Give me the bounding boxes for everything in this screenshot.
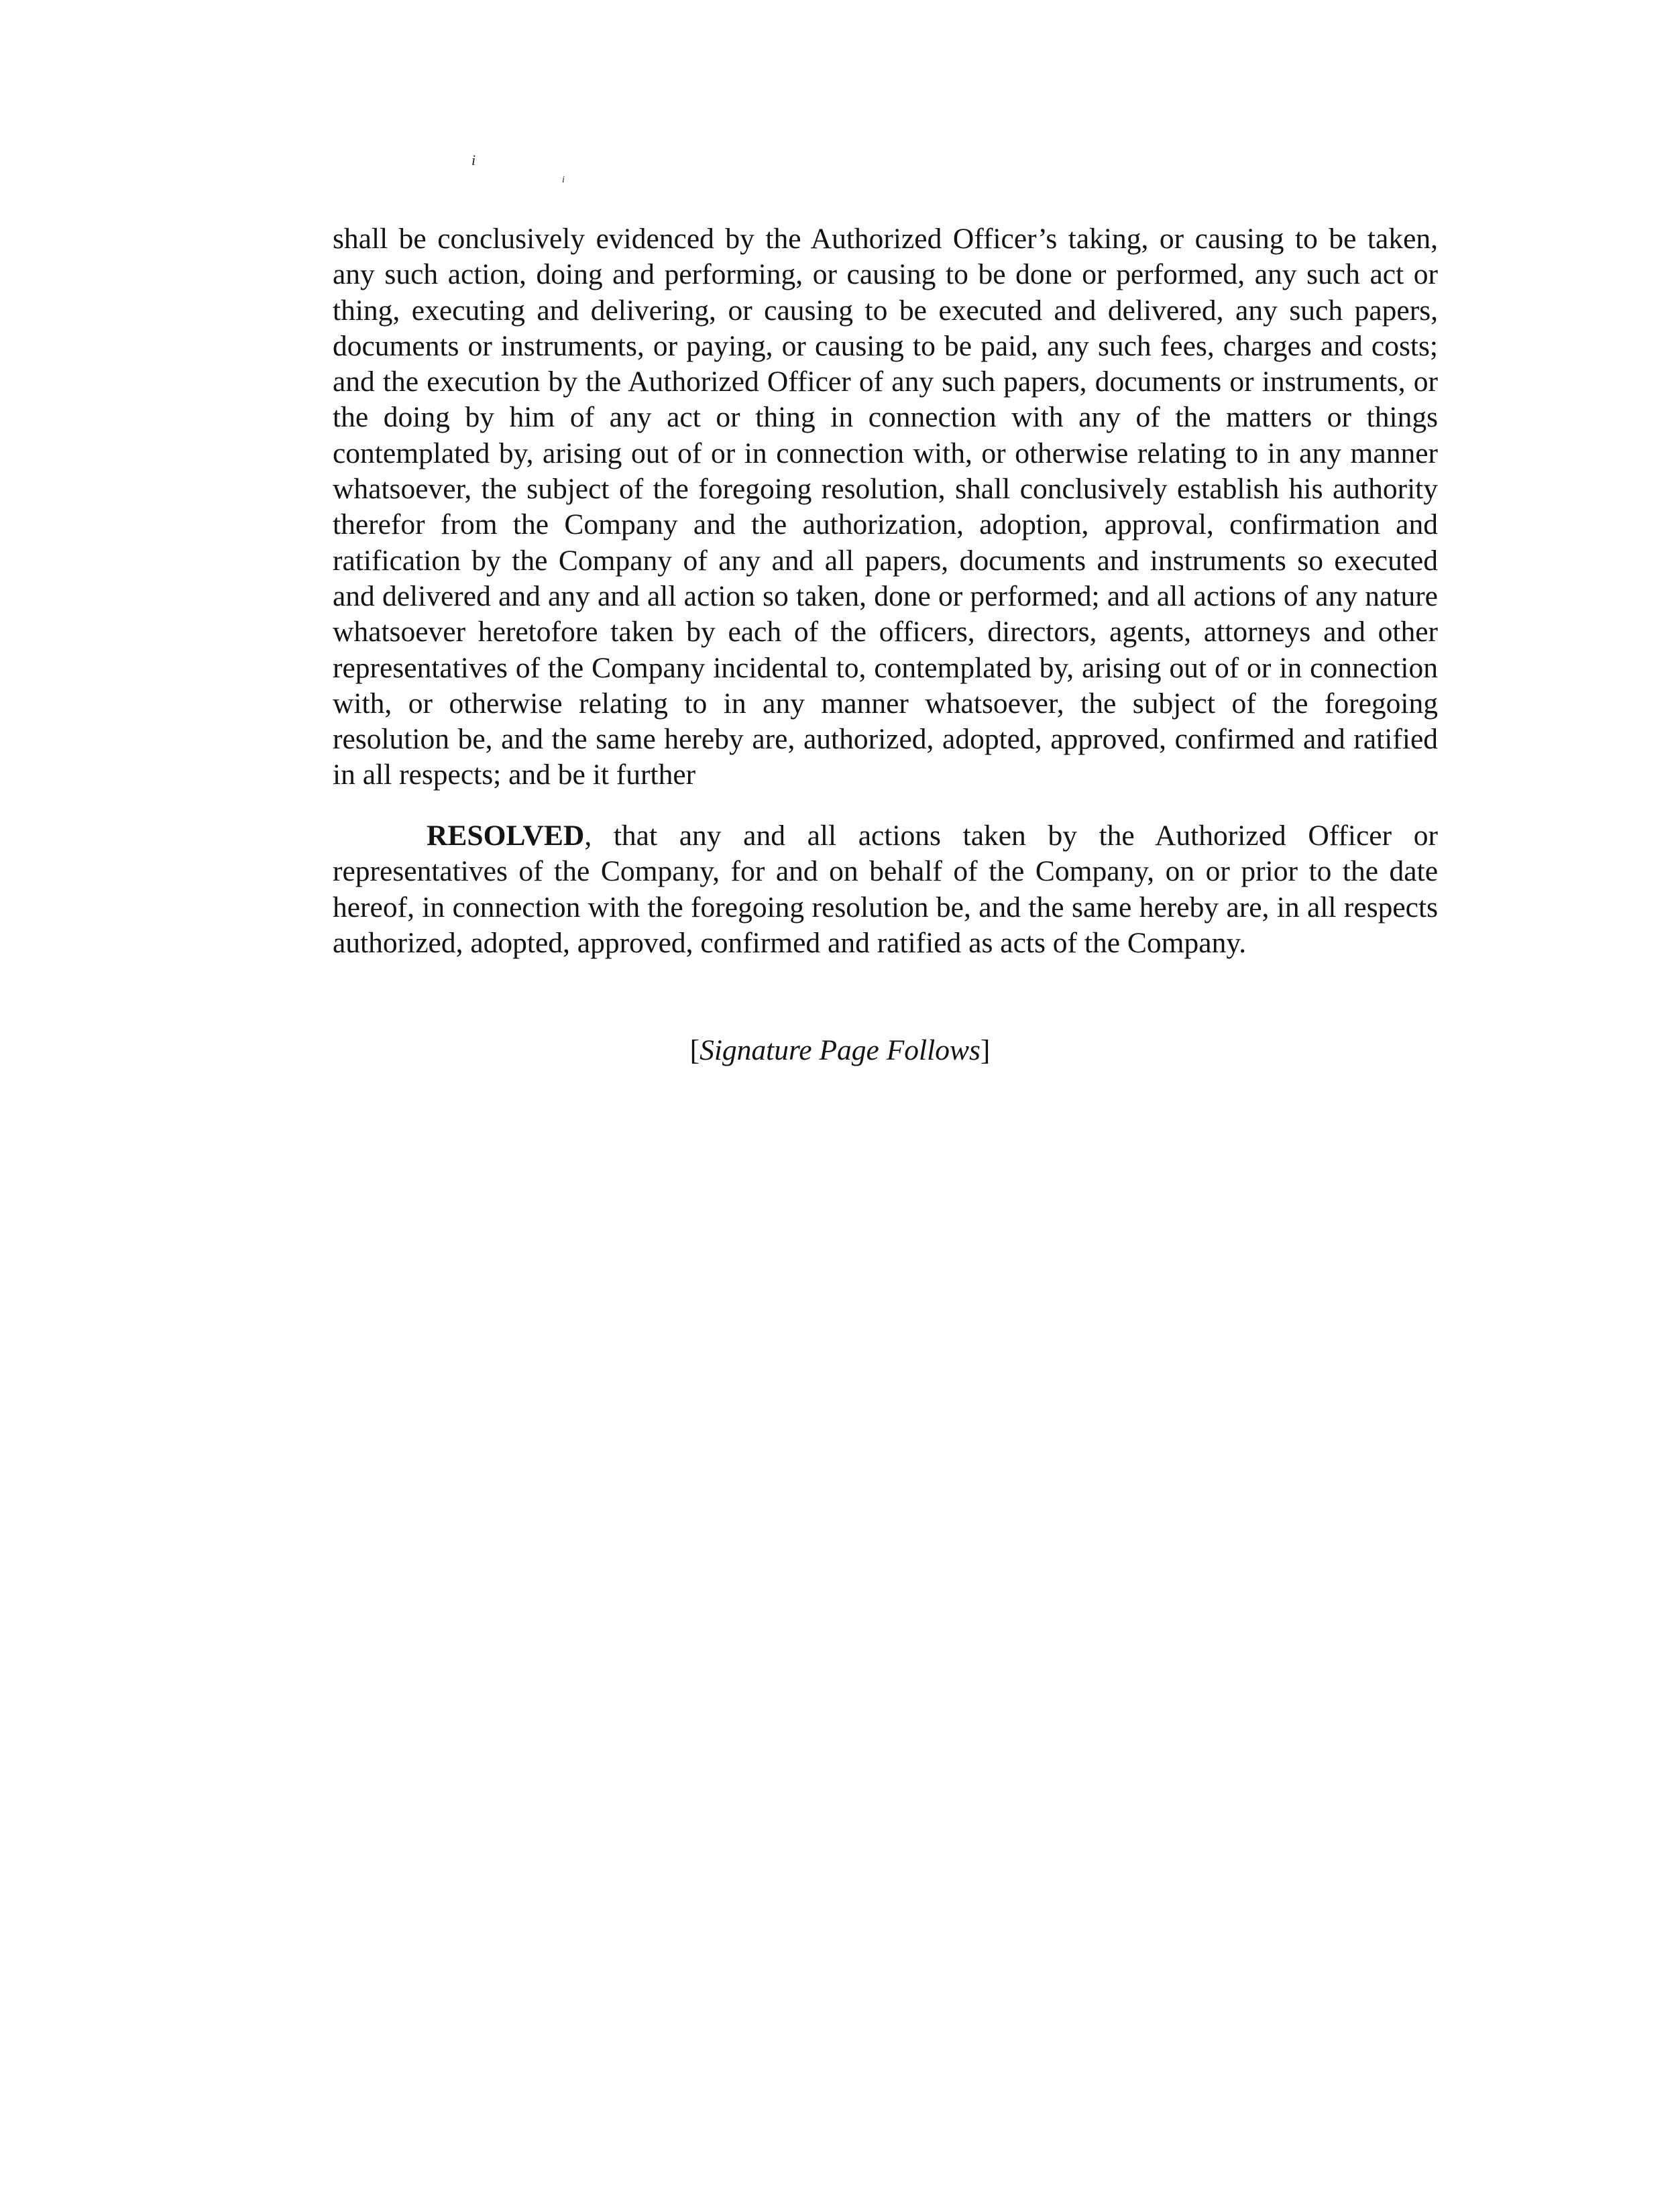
resolution-paragraph-continued: shall be conclusively evidenced by the Authorized Officer’s taking, or causing to be taken, any such action, doing and performing, or causing to be done or performed, any such act or thing, executing and delivering, or causing to be executed and delivered, any such papers, documents or instruments, or paying, or causing to be paid, any such fees, charges and costs; and the execution by the Authorized Officer of any such papers, documents or instruments, or the doing by him of any act or thing in connection with any of the matters or things contemplated by, arising out of or in connection with, or otherwise relating to in any manner whatsoever, the subject of the foregoing resolution, shall conclusively establish his authority therefor from the Company and the authorization, adoption, approval, confirmation and ratification by the Company of any and all papers, documents and instruments so executed and delivered and any and all action so taken, done or performed; and all actions of any nature whatsoever heretofore taken by each of the officers, directors, agents, attorneys and other representatives of the Company incidental to, contemplated by, arising out of or in connection with, or otherwise relating to in any manner whatsoever, the subject of the foregoing resolution be, and the same hereby are, authorized, adopted, approved, confirmed and ratified in all respects; and be it further [333, 223, 1438, 791]
signature-note-text: Signature Page Follows [699, 1034, 981, 1066]
signature-page-follows-note [0, 1033, 1680, 1068]
scan-speck-mark: i [562, 175, 565, 185]
resolved-paragraph [333, 818, 1438, 961]
close-bracket: ] [980, 1034, 991, 1066]
open-bracket: [ [689, 1034, 700, 1066]
resolved-paragraph-text: , that any and all actions taken by the Authorized Officer or representatives of the Company, for and on behalf of the Company, on or prior to the date hereof, in connection with the foregoing resolution be, and the same hereby are, in all respects authorized, adopted, approved, confirmed and ratified as acts of the Company. [333, 820, 1438, 959]
resolved-lead-word: RESOLVED [427, 820, 585, 852]
scan-speck-mark: i [471, 152, 476, 168]
